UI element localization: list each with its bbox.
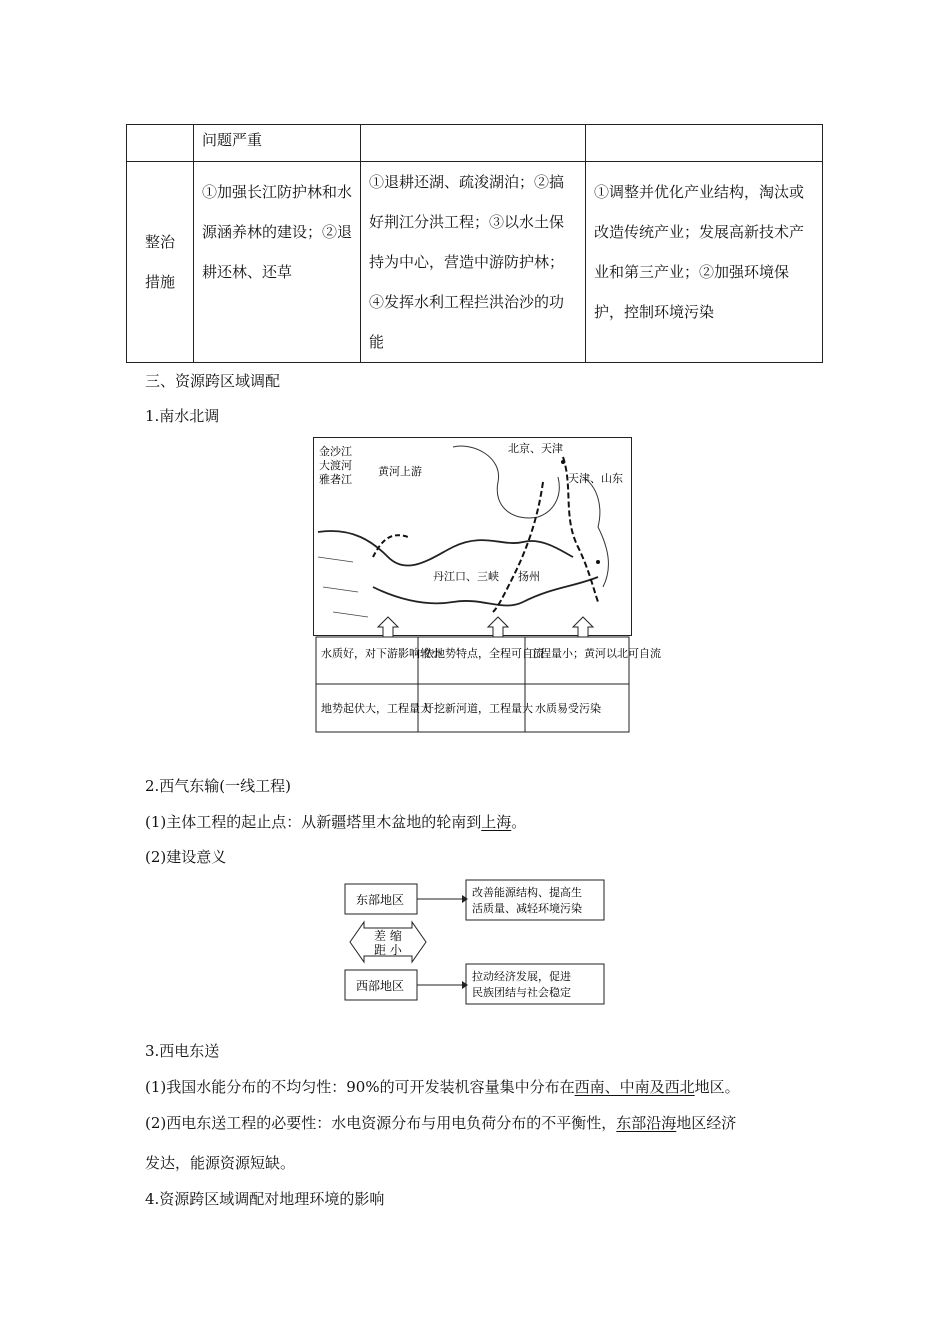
map-label: 天津、山东	[568, 472, 623, 485]
paragraph: (2)西电东送工程的必要性：水电资源分布与用电负荷分布的不平衡性，东部沿海地区经济	[145, 1114, 737, 1132]
item-title: 1.南水北调	[145, 407, 220, 425]
table-cell: 问题严重	[194, 125, 361, 162]
table-cell: ①调整并优化产业结构，淘汰或改造传统产业；发展高新技术产业和第三产业；②加强环境保护，控制环境污染	[586, 162, 823, 363]
map-table-cell: 开挖新河道，工程量大	[423, 702, 533, 715]
map-label: 丹江口、三峡	[433, 570, 499, 583]
map-table-cell: 依地势特点，全程可自流	[423, 647, 544, 660]
map-label: 扬州	[518, 570, 540, 583]
map-table-cell: 水质好，对下游影响较小	[321, 647, 442, 660]
flow-east: 东部地区	[356, 893, 405, 907]
map-table-cell: 工程量小；黄河以北可自流	[529, 647, 661, 660]
map-table-cell: 水质易受污染	[535, 702, 601, 715]
map-label: 雅砻江	[319, 473, 352, 486]
table-cell: ①退耕还湖、疏浚湖泊；②搞好荆江分洪工程；③以水土保持为中心，营造中游防护林；④发挥水利工程拦洪治沙的功能	[361, 162, 586, 363]
table-cell-label: 整治措施	[127, 162, 194, 363]
item-title: 2.西气东输(一线工程)	[145, 777, 292, 795]
flow-east-effect: 改善能源结构、提高生	[472, 886, 582, 899]
south-north-map	[313, 437, 661, 737]
map-table-cell: 地势起伏大，工程量大	[321, 702, 431, 715]
paragraph: (1)主体工程的起止点：从新疆塔里木盆地的轮南到上海。	[145, 813, 527, 831]
table-cell	[586, 125, 823, 162]
item-title: 3.西电东送	[145, 1042, 220, 1060]
map-label: 北京、天津	[508, 442, 563, 455]
flow-west-effect: 民族团结与社会稳定	[472, 986, 571, 999]
table-cell	[127, 125, 194, 162]
table-cell: ①加强长江防护林和水源涵养林的建设；②退耕还林、还草	[194, 162, 361, 363]
paragraph: 发达，能源资源短缺。	[145, 1154, 296, 1172]
paragraph: (1)我国水能分布的不均匀性：90%的可开发装机容量集中分布在西南、中南及西北地区。	[145, 1078, 740, 1096]
map-label: 黄河上游	[378, 465, 422, 478]
table-row	[127, 162, 823, 363]
item-title: 4.资源跨区域调配对地理环境的影响	[145, 1190, 385, 1208]
flow-west-effect: 拉动经济发展，促进	[472, 970, 571, 983]
flow-gap: 距 小	[374, 943, 402, 957]
measures-table	[126, 124, 823, 363]
paragraph: (2)建设意义	[145, 848, 227, 866]
flow-west: 西部地区	[356, 979, 405, 993]
table-row	[127, 125, 823, 162]
flow-east-effect: 活质量、减轻环境污染	[472, 902, 582, 915]
gas-flow-diagram	[344, 878, 606, 1006]
map-label: 大渡河	[319, 459, 352, 472]
flow-gap: 差 缩	[374, 929, 402, 943]
section-title: 三、资源跨区域调配	[145, 372, 281, 390]
table-cell	[361, 125, 586, 162]
map-label: 金沙江	[319, 445, 352, 458]
